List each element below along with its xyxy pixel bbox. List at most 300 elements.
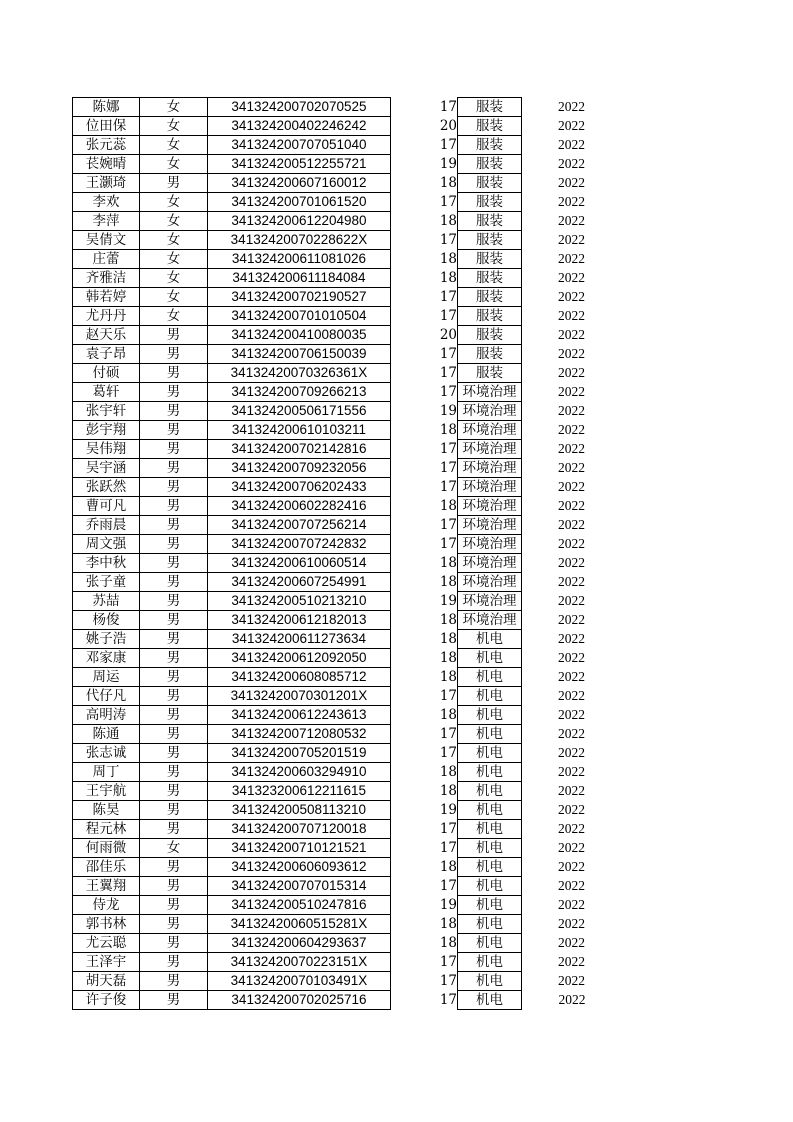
age-cell: 17 <box>439 954 457 970</box>
id-number-cell: 341324200606093612 <box>208 858 391 877</box>
year-cell: 2022 <box>558 954 585 969</box>
table-row <box>73 250 586 269</box>
age-cell: 18 <box>439 175 457 191</box>
spacer-cell <box>391 744 430 763</box>
year-cell: 2022 <box>558 403 585 418</box>
id-number-cell: 341324200707256214 <box>208 516 391 535</box>
year-cell: 2022 <box>558 916 585 931</box>
sex-cell: 男 <box>140 801 208 820</box>
major-cell: 环境治理 <box>458 440 522 459</box>
major-cell: 机电 <box>458 820 522 839</box>
name-cell: 尤云聪 <box>73 934 140 953</box>
name-cell: 杨俊 <box>73 611 140 630</box>
age-cell: 18 <box>439 555 457 571</box>
name-cell: 齐雅洁 <box>73 269 140 288</box>
table-row <box>73 383 586 402</box>
major-cell: 机电 <box>458 706 522 725</box>
year-cell: 2022 <box>558 156 585 171</box>
spacer-cell <box>391 668 430 687</box>
table-row <box>73 269 586 288</box>
major-cell: 服装 <box>458 155 522 174</box>
id-number-cell: 341323200612211615 <box>208 782 391 801</box>
id-number-cell: 341324200607160012 <box>208 174 391 193</box>
sex-cell: 男 <box>140 706 208 725</box>
id-number-cell: 34132420070228622X <box>208 231 391 250</box>
spacer-cell <box>391 516 430 535</box>
id-number-cell: 341324200607254991 <box>208 573 391 592</box>
spacer-cell <box>391 763 430 782</box>
year-cell: 2022 <box>558 783 585 798</box>
name-cell: 胡天磊 <box>73 972 140 991</box>
table-row <box>73 934 586 953</box>
age-cell: 19 <box>439 897 457 913</box>
major-cell: 机电 <box>458 687 522 706</box>
name-cell: 彭宇翔 <box>73 421 140 440</box>
student-table <box>72 97 586 1010</box>
age-cell: 18 <box>439 631 457 647</box>
major-cell: 服装 <box>458 326 522 345</box>
sex-cell: 男 <box>140 516 208 535</box>
sex-cell: 男 <box>140 611 208 630</box>
spacer-cell <box>391 497 430 516</box>
year-cell: 2022 <box>558 460 585 475</box>
major-cell: 服装 <box>458 250 522 269</box>
id-number-cell: 341324200709266213 <box>208 383 391 402</box>
sex-cell: 男 <box>140 573 208 592</box>
spacer-cell <box>391 174 430 193</box>
table-row <box>73 554 586 573</box>
year-cell: 2022 <box>558 479 585 494</box>
sex-cell: 男 <box>140 820 208 839</box>
age-cell: 18 <box>439 859 457 875</box>
year-cell: 2022 <box>558 935 585 950</box>
table-row <box>73 193 586 212</box>
name-cell: 郭书林 <box>73 915 140 934</box>
name-cell: 张志诚 <box>73 744 140 763</box>
id-number-cell: 341324200610103211 <box>208 421 391 440</box>
sex-cell: 女 <box>140 98 208 117</box>
id-number-cell: 341324200710121521 <box>208 839 391 858</box>
age-cell: 17 <box>439 441 457 457</box>
table-row <box>73 440 586 459</box>
name-cell: 庄蕾 <box>73 250 140 269</box>
name-cell: 周丁 <box>73 763 140 782</box>
spacer-cell <box>391 687 430 706</box>
sex-cell: 男 <box>140 877 208 896</box>
age-cell: 17 <box>439 460 457 476</box>
sex-cell: 女 <box>140 117 208 136</box>
name-cell: 张子童 <box>73 573 140 592</box>
spacer-cell <box>391 326 430 345</box>
sex-cell: 男 <box>140 687 208 706</box>
table-row <box>73 326 586 345</box>
sex-cell: 女 <box>140 136 208 155</box>
year-cell: 2022 <box>558 498 585 513</box>
name-cell: 邓家康 <box>73 649 140 668</box>
spacer-cell <box>391 877 430 896</box>
name-cell: 何雨微 <box>73 839 140 858</box>
sex-cell: 男 <box>140 934 208 953</box>
name-cell: 程元林 <box>73 820 140 839</box>
table-row <box>73 155 586 174</box>
name-cell: 吴倩文 <box>73 231 140 250</box>
spacer-cell <box>391 117 430 136</box>
major-cell: 环境治理 <box>458 535 522 554</box>
table-row <box>73 364 586 383</box>
sex-cell: 女 <box>140 307 208 326</box>
age-cell: 17 <box>439 99 457 115</box>
id-number-cell: 341324200706202433 <box>208 478 391 497</box>
major-cell: 环境治理 <box>458 402 522 421</box>
name-cell: 周运 <box>73 668 140 687</box>
name-cell: 王宇航 <box>73 782 140 801</box>
year-cell: 2022 <box>558 726 585 741</box>
id-number-cell: 341324200702190527 <box>208 288 391 307</box>
major-cell: 服装 <box>458 307 522 326</box>
sex-cell: 女 <box>140 155 208 174</box>
major-cell: 服装 <box>458 98 522 117</box>
major-cell: 机电 <box>458 744 522 763</box>
major-cell: 环境治理 <box>458 383 522 402</box>
table-row <box>73 630 586 649</box>
id-number-cell: 341324200410080035 <box>208 326 391 345</box>
spacer-cell <box>391 193 430 212</box>
table-row <box>73 307 586 326</box>
table-row <box>73 877 586 896</box>
sex-cell: 女 <box>140 288 208 307</box>
name-cell: 李中秋 <box>73 554 140 573</box>
year-cell: 2022 <box>558 289 585 304</box>
id-number-cell: 341324200706150039 <box>208 345 391 364</box>
id-number-cell: 341324200603294910 <box>208 763 391 782</box>
name-cell: 代仔凡 <box>73 687 140 706</box>
id-number-cell: 341324200702070525 <box>208 98 391 117</box>
id-number-cell: 341324200611081026 <box>208 250 391 269</box>
table-row <box>73 402 586 421</box>
id-number-cell: 341324200702142816 <box>208 440 391 459</box>
major-cell: 环境治理 <box>458 497 522 516</box>
id-number-cell: 341324200707015314 <box>208 877 391 896</box>
age-cell: 18 <box>439 650 457 666</box>
major-cell: 机电 <box>458 991 522 1010</box>
year-cell: 2022 <box>558 194 585 209</box>
table-row <box>73 991 586 1010</box>
id-number-cell: 341324200612204980 <box>208 212 391 231</box>
age-cell: 17 <box>439 821 457 837</box>
name-cell: 陈娜 <box>73 98 140 117</box>
major-cell: 环境治理 <box>458 516 522 535</box>
spacer-cell <box>391 345 430 364</box>
table-row <box>73 706 586 725</box>
table-row <box>73 516 586 535</box>
sex-cell: 男 <box>140 649 208 668</box>
spacer-cell <box>391 934 430 953</box>
major-cell: 服装 <box>458 364 522 383</box>
year-cell: 2022 <box>558 270 585 285</box>
age-cell: 18 <box>439 574 457 590</box>
age-cell: 17 <box>439 289 457 305</box>
year-cell: 2022 <box>558 878 585 893</box>
table-row <box>73 117 586 136</box>
sex-cell: 女 <box>140 269 208 288</box>
major-cell: 机电 <box>458 668 522 687</box>
id-number-cell: 34132420070103491X <box>208 972 391 991</box>
spacer-cell <box>391 440 430 459</box>
spacer-cell <box>391 896 430 915</box>
age-cell: 19 <box>439 593 457 609</box>
spacer-cell <box>391 782 430 801</box>
name-cell: 赵天乐 <box>73 326 140 345</box>
name-cell: 乔雨晨 <box>73 516 140 535</box>
year-cell: 2022 <box>558 840 585 855</box>
age-cell: 18 <box>439 935 457 951</box>
year-cell: 2022 <box>558 650 585 665</box>
table-row <box>73 98 586 117</box>
table-row <box>73 744 586 763</box>
age-cell: 18 <box>439 213 457 229</box>
table-row <box>73 136 586 155</box>
id-number-cell: 341324200512255721 <box>208 155 391 174</box>
age-cell: 17 <box>439 840 457 856</box>
major-cell: 机电 <box>458 915 522 934</box>
year-cell: 2022 <box>558 821 585 836</box>
sex-cell: 男 <box>140 896 208 915</box>
year-cell: 2022 <box>558 555 585 570</box>
spacer-cell <box>391 383 430 402</box>
id-number-cell: 341324200707051040 <box>208 136 391 155</box>
table-row <box>73 896 586 915</box>
major-cell: 服装 <box>458 174 522 193</box>
age-cell: 19 <box>439 156 457 172</box>
name-cell: 陈通 <box>73 725 140 744</box>
spacer-cell <box>391 839 430 858</box>
age-cell: 18 <box>439 422 457 438</box>
sex-cell: 男 <box>140 763 208 782</box>
id-number-cell: 341324200510213210 <box>208 592 391 611</box>
sex-cell: 男 <box>140 915 208 934</box>
spacer-cell <box>391 630 430 649</box>
age-cell: 17 <box>439 384 457 400</box>
sex-cell: 男 <box>140 668 208 687</box>
name-cell: 苏喆 <box>73 592 140 611</box>
age-cell: 18 <box>439 498 457 514</box>
year-cell: 2022 <box>558 612 585 627</box>
table-row <box>73 573 586 592</box>
age-cell: 18 <box>439 783 457 799</box>
spacer-cell <box>391 364 430 383</box>
id-number-cell: 341324200612243613 <box>208 706 391 725</box>
sex-cell: 男 <box>140 421 208 440</box>
major-cell: 服装 <box>458 269 522 288</box>
name-cell: 王灏琦 <box>73 174 140 193</box>
name-cell: 姚子浩 <box>73 630 140 649</box>
id-number-cell: 341324200701010504 <box>208 307 391 326</box>
sex-cell: 男 <box>140 953 208 972</box>
major-cell: 环境治理 <box>458 478 522 497</box>
major-cell: 环境治理 <box>458 554 522 573</box>
age-cell: 17 <box>439 365 457 381</box>
year-cell: 2022 <box>558 175 585 190</box>
age-cell: 17 <box>439 517 457 533</box>
sex-cell: 男 <box>140 782 208 801</box>
id-number-cell: 341324200612092050 <box>208 649 391 668</box>
year-cell: 2022 <box>558 99 585 114</box>
major-cell: 服装 <box>458 231 522 250</box>
spacer-cell <box>391 98 430 117</box>
sex-cell: 男 <box>140 497 208 516</box>
year-cell: 2022 <box>558 137 585 152</box>
spacer-cell <box>391 231 430 250</box>
spacer-cell <box>391 953 430 972</box>
sex-cell: 男 <box>140 535 208 554</box>
id-number-cell: 341324200510247816 <box>208 896 391 915</box>
age-cell: 17 <box>439 726 457 742</box>
name-cell: 吴伟翔 <box>73 440 140 459</box>
spacer-cell <box>391 706 430 725</box>
name-cell: 张元蕊 <box>73 136 140 155</box>
name-cell: 吴宇涵 <box>73 459 140 478</box>
table-row <box>73 668 586 687</box>
table-row <box>73 231 586 250</box>
table-row <box>73 174 586 193</box>
sex-cell: 男 <box>140 440 208 459</box>
year-cell: 2022 <box>558 688 585 703</box>
age-cell: 18 <box>439 669 457 685</box>
age-cell: 20 <box>439 327 457 343</box>
year-cell: 2022 <box>558 346 585 361</box>
sex-cell: 女 <box>140 250 208 269</box>
major-cell: 服装 <box>458 136 522 155</box>
table-row <box>73 915 586 934</box>
major-cell: 环境治理 <box>458 611 522 630</box>
name-cell: 曹可凡 <box>73 497 140 516</box>
sex-cell: 男 <box>140 725 208 744</box>
table-row <box>73 972 586 991</box>
age-cell: 17 <box>439 479 457 495</box>
id-number-cell: 34132420070326361X <box>208 364 391 383</box>
name-cell: 高明涛 <box>73 706 140 725</box>
spacer-cell <box>391 573 430 592</box>
year-cell: 2022 <box>558 536 585 551</box>
id-number-cell: 341324200604293637 <box>208 934 391 953</box>
spacer-cell <box>391 478 430 497</box>
id-number-cell: 341324200608085712 <box>208 668 391 687</box>
table-row <box>73 839 586 858</box>
year-cell: 2022 <box>558 992 586 1007</box>
name-cell: 韩若婷 <box>73 288 140 307</box>
age-cell: 17 <box>439 992 457 1008</box>
major-cell: 服装 <box>458 193 522 212</box>
year-cell: 2022 <box>558 707 585 722</box>
spacer-cell <box>391 212 430 231</box>
sex-cell: 男 <box>140 345 208 364</box>
id-number-cell: 34132420070301201X <box>208 687 391 706</box>
year-cell: 2022 <box>558 593 585 608</box>
spacer-cell <box>391 725 430 744</box>
spacer-cell <box>391 421 430 440</box>
table-row <box>73 687 586 706</box>
year-cell: 2022 <box>558 422 585 437</box>
sex-cell: 男 <box>140 326 208 345</box>
id-number-cell: 341324200611273634 <box>208 630 391 649</box>
spacer-cell <box>391 820 430 839</box>
major-cell: 服装 <box>458 345 522 364</box>
year-cell: 2022 <box>558 365 585 380</box>
sex-cell: 女 <box>140 212 208 231</box>
year-cell: 2022 <box>558 327 585 342</box>
year-cell: 2022 <box>558 308 585 323</box>
sex-cell: 男 <box>140 478 208 497</box>
year-cell: 2022 <box>558 118 585 133</box>
spacer-cell <box>391 649 430 668</box>
year-cell: 2022 <box>558 669 585 684</box>
major-cell: 环境治理 <box>458 592 522 611</box>
age-cell: 18 <box>439 764 457 780</box>
major-cell: 服装 <box>458 288 522 307</box>
table-row <box>73 953 586 972</box>
table-row <box>73 459 586 478</box>
id-number-cell: 341324200709232056 <box>208 459 391 478</box>
sex-cell: 男 <box>140 744 208 763</box>
age-cell: 19 <box>439 802 457 818</box>
name-cell: 侍龙 <box>73 896 140 915</box>
major-cell: 环境治理 <box>458 421 522 440</box>
name-cell: 葛轩 <box>73 383 140 402</box>
name-cell: 李萍 <box>73 212 140 231</box>
id-number-cell: 341324200707120018 <box>208 820 391 839</box>
name-cell: 许子俊 <box>73 991 140 1010</box>
spacer-cell <box>391 801 430 820</box>
spacer-cell <box>391 972 430 991</box>
age-cell: 17 <box>439 878 457 894</box>
name-cell: 王翼翔 <box>73 877 140 896</box>
spacer-cell <box>391 288 430 307</box>
table-row <box>73 801 586 820</box>
table-row <box>73 345 586 364</box>
id-number-cell: 34132420070223151X <box>208 953 391 972</box>
age-cell: 18 <box>439 707 457 723</box>
sex-cell: 男 <box>140 554 208 573</box>
year-cell: 2022 <box>558 973 585 988</box>
age-cell: 20 <box>439 118 457 134</box>
spacer-cell <box>391 136 430 155</box>
name-cell: 周文强 <box>73 535 140 554</box>
age-cell: 17 <box>439 745 457 761</box>
major-cell: 环境治理 <box>458 573 522 592</box>
spacer-cell <box>391 307 430 326</box>
year-cell: 2022 <box>558 631 585 646</box>
year-cell: 2022 <box>558 574 585 589</box>
year-cell: 2022 <box>558 441 585 456</box>
major-cell: 机电 <box>458 858 522 877</box>
id-number-cell: 341324200712080532 <box>208 725 391 744</box>
id-number-cell: 341324200602282416 <box>208 497 391 516</box>
age-cell: 17 <box>439 346 457 362</box>
sex-cell: 男 <box>140 630 208 649</box>
table-row <box>73 497 586 516</box>
major-cell: 服装 <box>458 117 522 136</box>
name-cell: 张跃然 <box>73 478 140 497</box>
major-cell: 机电 <box>458 953 522 972</box>
student-rows <box>73 98 586 1010</box>
year-cell: 2022 <box>558 384 585 399</box>
id-number-cell: 341324200402246242 <box>208 117 391 136</box>
table-row <box>73 782 586 801</box>
spacer-cell <box>391 269 430 288</box>
major-cell: 机电 <box>458 877 522 896</box>
age-cell: 17 <box>439 232 457 248</box>
spacer-cell <box>391 155 430 174</box>
